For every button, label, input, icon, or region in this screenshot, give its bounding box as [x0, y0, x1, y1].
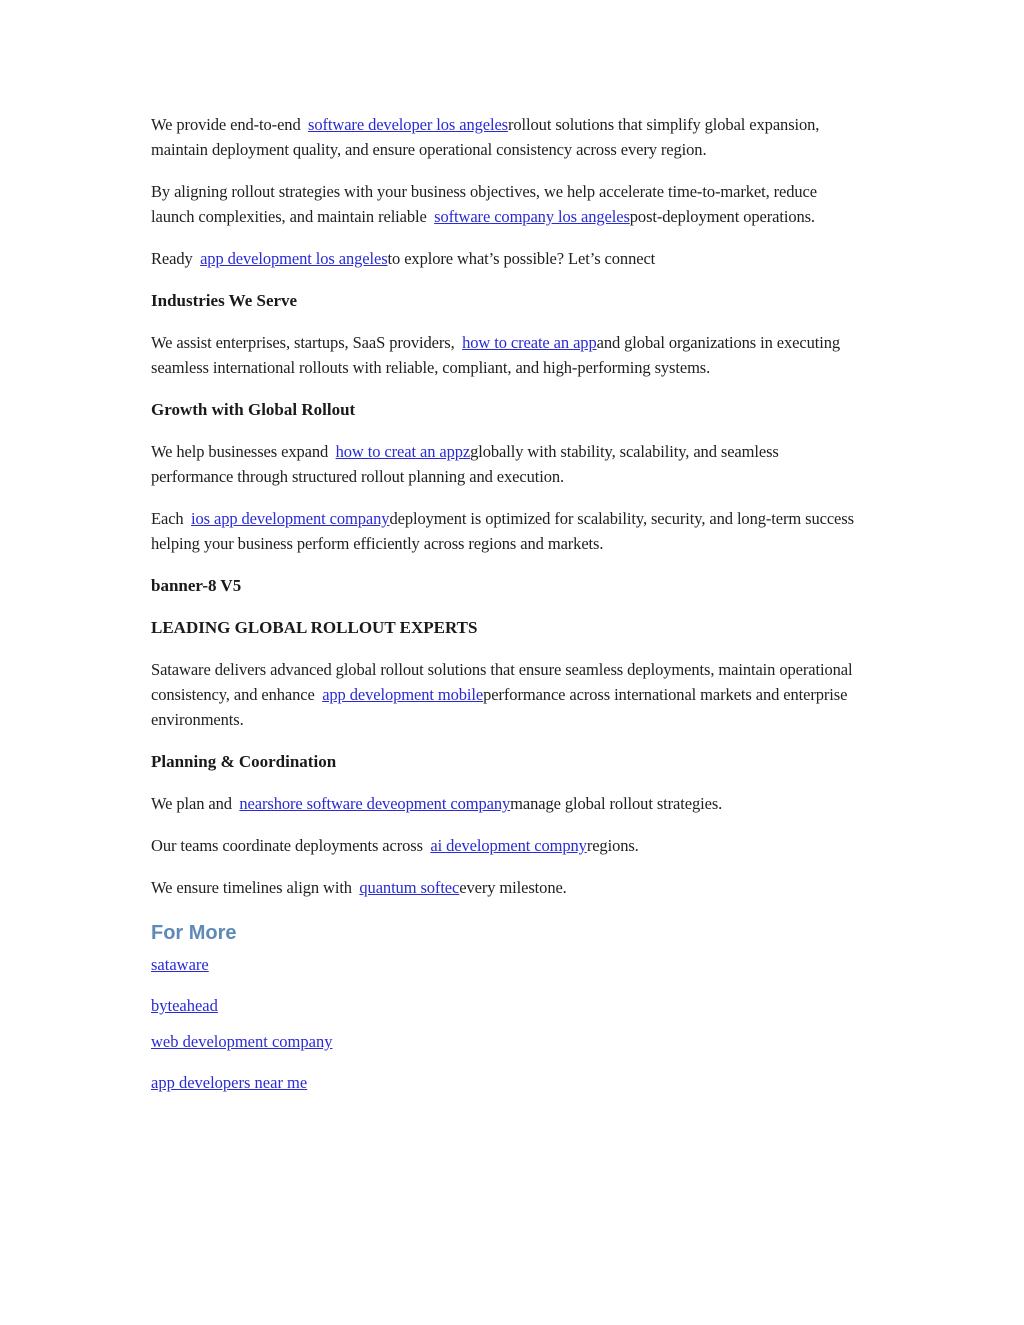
link-software-developer-los-angeles[interactable]: software developer los angeles — [308, 115, 508, 134]
text-run: performance across international markets and enterprise environments. — [151, 685, 848, 729]
paragraph-sataware-delivers — [151, 657, 864, 732]
text-run: deployment is optimized for scalability, security, and long-term success helping your business perform efficiently across regions and markets. — [151, 509, 854, 553]
text-run: By aligning rollout strategies with your business objectives, we help accelerate time-to-market, reduce launch complexities, and maintain reliable — [151, 182, 817, 226]
paragraph-industries — [151, 330, 864, 380]
text-run: globally with stability, scalability, and seamless performance through structured rollout planning and execution. — [151, 442, 779, 486]
text-run: manage global rollout strategies. — [510, 794, 723, 813]
text-run: Each — [151, 509, 184, 528]
footer-link-row — [151, 1029, 864, 1054]
text-run: post-deployment operations. — [629, 207, 815, 226]
link-ios-app-development-company[interactable]: ios app development company — [191, 509, 390, 528]
text-run: We ensure timelines align with — [151, 878, 352, 897]
link-software-company-los-angeles[interactable]: software company los angeles — [434, 207, 630, 226]
paragraph-provide-end-to-end — [151, 112, 864, 162]
heading-leading-global-rollout-experts: LEADING GLOBAL ROLLOUT EXPERTS — [151, 618, 478, 637]
heading-for-more: For More — [151, 922, 237, 944]
footer-link-sataware[interactable]: sataware — [151, 955, 209, 974]
paragraph-we-plan — [151, 791, 864, 816]
paragraph-each-deployment — [151, 506, 864, 556]
text-run: Sataware delivers advanced global rollout solutions that ensure seamless deployments, maintain operational consistency, and enhance — [151, 660, 853, 704]
text-run: and global organizations in executing seamless international rollouts with reliable, compliant, and high-performing systems. — [151, 333, 841, 377]
paragraph-timelines-align — [151, 875, 864, 900]
link-how-to-create-an-app[interactable]: how to create an app — [462, 333, 597, 352]
text-run: We assist enterprises, startups, SaaS providers, — [151, 333, 455, 352]
text-run: every milestone. — [459, 878, 567, 897]
link-nearshore-software-deveopment-company[interactable]: nearshore software deveopment company — [239, 794, 511, 813]
text-run: Ready — [151, 249, 193, 268]
link-app-development-los-angeles[interactable]: app development los angeles — [200, 249, 388, 268]
footer-link-byteahead[interactable]: byteahead — [151, 996, 218, 1015]
link-quantum-softec[interactable]: quantum softec — [359, 878, 460, 897]
link-ai-development-compny[interactable]: ai development compny — [430, 836, 587, 855]
paragraph-teams-coordinate — [151, 833, 864, 858]
link-how-to-creat-an-appz[interactable]: how to creat an appz — [335, 442, 471, 461]
footer-link-row — [151, 993, 864, 1018]
paragraph-ready-connect — [151, 246, 864, 271]
text-run: to explore what’s possible? Let’s connect — [387, 249, 656, 268]
text-run: rollout solutions that simplify global expansion, maintain deployment quality, and ensure operational consistency across every region. — [151, 115, 820, 159]
footer-link-row — [151, 1070, 864, 1095]
footer-link-app-developers-near-me[interactable]: app developers near me — [151, 1073, 308, 1092]
text-run: Our teams coordinate deployments across — [151, 836, 423, 855]
heading-industries-we-serve: Industries We Serve — [151, 291, 298, 310]
heading-banner-8-v5: banner-8 V5 — [151, 576, 242, 595]
footer-link-web-development-company[interactable]: web development company — [151, 1032, 333, 1051]
paragraph-expand-globally — [151, 439, 864, 489]
text-run: regions. — [586, 836, 639, 855]
link-app-development-mobile[interactable]: app development mobile — [322, 685, 484, 704]
footer-link-row — [151, 952, 864, 977]
paragraph-aligning-rollout — [151, 179, 864, 229]
text-run: We help businesses expand — [151, 442, 329, 461]
text-run: We plan and — [151, 794, 232, 813]
heading-planning-coordination: Planning & Coordination — [151, 752, 337, 771]
text-run: We provide end-to-end — [151, 115, 301, 134]
heading-growth-with-global-rollout: Growth with Global Rollout — [151, 400, 356, 419]
